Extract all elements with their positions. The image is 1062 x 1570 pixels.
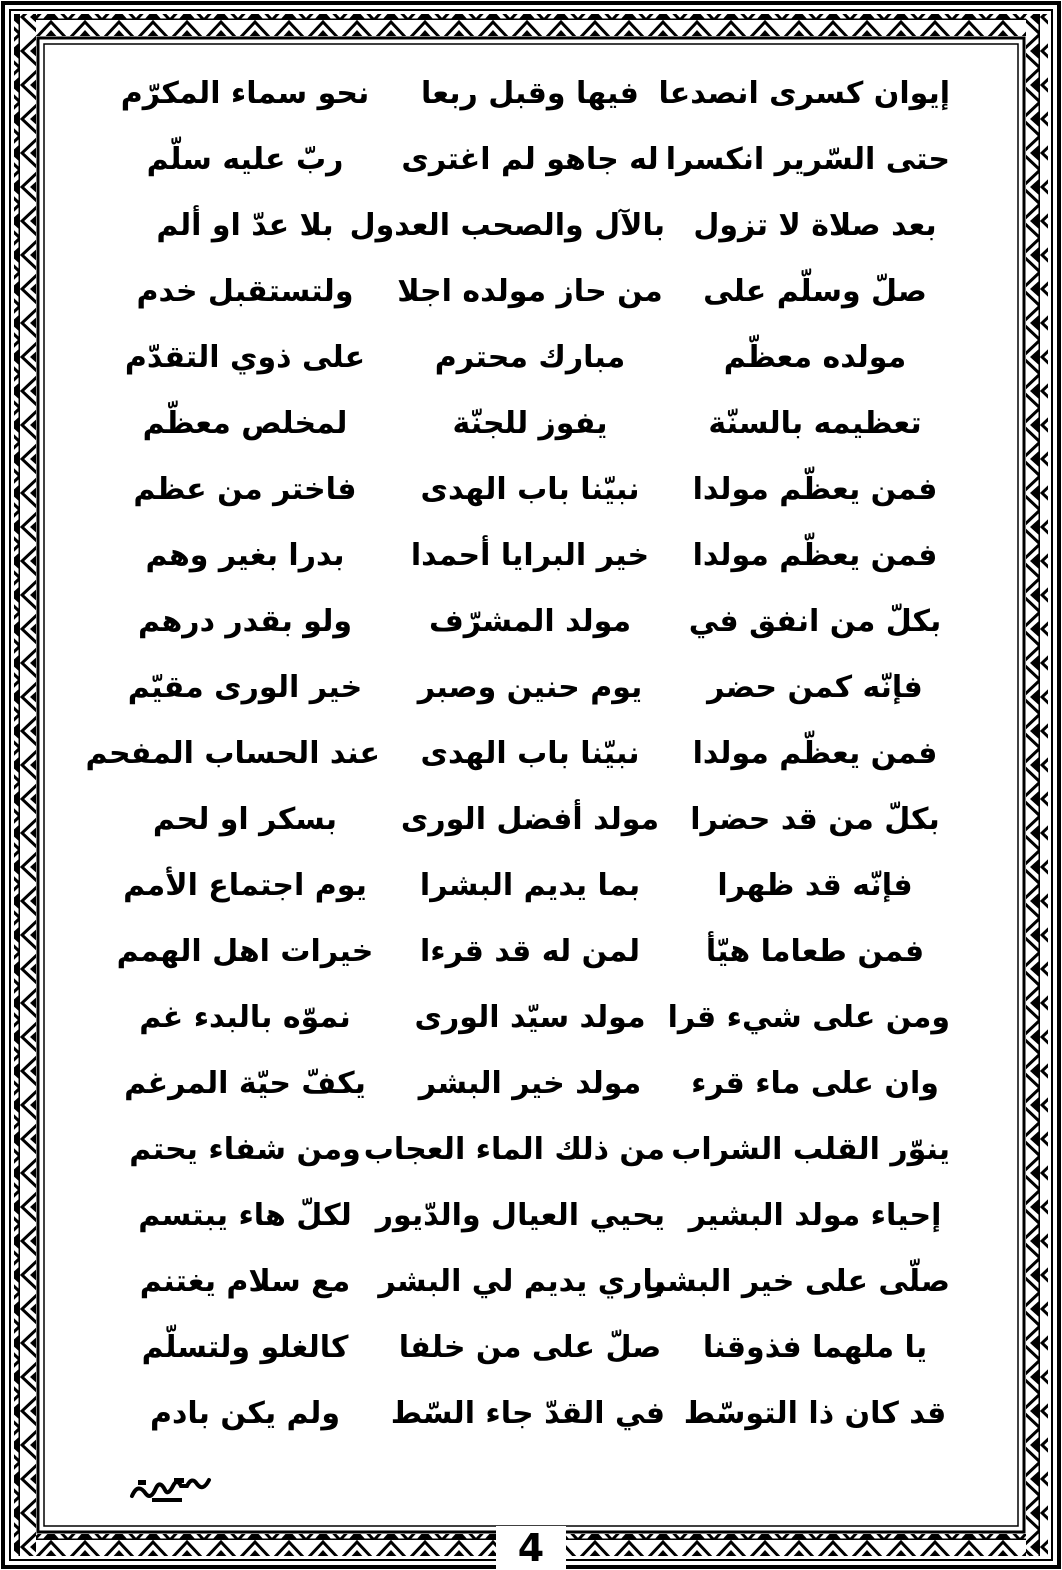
verse-hemistich: من حاز مولده اجلا [397, 274, 663, 309]
verse-line [110, 460, 950, 520]
verse-line [110, 1384, 950, 1444]
verse-hemistich: ومن على شيء قرا [667, 1000, 950, 1035]
verse-line [110, 1054, 950, 1114]
verse-hemistich: بكلّ من قد حضرا [690, 802, 940, 837]
verse-hemistich: ربّ عليه سلّم [146, 142, 344, 177]
verse-line [110, 790, 950, 850]
verse-hemistich: على ذوي التقدّم [124, 340, 366, 375]
verse-hemistich: بكلّ من انفق في [688, 604, 942, 639]
verse-hemistich: فمن يعظّم مولدا [692, 472, 938, 507]
verse-line [110, 394, 950, 454]
verse-line [110, 1120, 950, 1180]
verse-hemistich: باري يديم لي البشر [378, 1264, 665, 1299]
verse-hemistich: له جاهو لم اغترى [401, 142, 659, 177]
verse-hemistich: نبيّنا باب الهدى [420, 472, 640, 507]
verse-hemistich: إيوان كسرى انصدعا [658, 76, 950, 111]
verse-hemistich: تعظيمه بالسنّة [708, 406, 922, 441]
verse-hemistich: مولد سيّد الورى [414, 1000, 646, 1035]
verse-hemistich: مبارك محترم [434, 340, 626, 375]
verse-hemistich: بسكر او لحم [152, 802, 338, 837]
verse-hemistich: مولد أفضل الورى [400, 802, 660, 837]
verse-hemistich: يفوز للجنّة [452, 406, 608, 441]
poem-body [85, 64, 950, 1454]
verse-hemistich: فمن يعظّم مولدا [692, 736, 938, 771]
verse-hemistich: في القدّ جاء السّط [390, 1396, 665, 1431]
verse-hemistich: صلّى على خير البشر [648, 1264, 950, 1299]
verse-hemistich: مولد المشرّف [428, 604, 632, 639]
verse-hemistich: مولد خير البشر [418, 1066, 642, 1101]
verse-hemistich: لكلّ هاء يبتسم [138, 1198, 352, 1233]
signature-icon [128, 1474, 218, 1504]
verse-hemistich: يكفّ حيّة المرغم [124, 1066, 366, 1101]
verse-line [110, 526, 950, 586]
verse-line [110, 856, 950, 916]
verse-hemistich: يوم اجتماع الأمم [123, 868, 367, 903]
verse-hemistich: بالآل والصحب العدول [349, 208, 665, 243]
verse-hemistich: خيرات اهل الهمم [116, 934, 374, 969]
verse-hemistich: كالغلو ولتسلّم [141, 1330, 349, 1365]
verse-hemistich: فمن يعظّم مولدا [692, 538, 938, 573]
page-number: 4 [496, 1526, 566, 1570]
verse-hemistich: ومن شفاء يحتم [129, 1132, 361, 1167]
verse-hemistich: حتى السّرير انكسرا [665, 142, 950, 177]
verse-line [110, 130, 950, 190]
verse-hemistich: نموّه بالبدء غم [139, 1000, 351, 1035]
verse-hemistich: صلّ وسلّم على [703, 274, 927, 309]
verse-hemistich: فإنّه كمن حضر [707, 670, 923, 705]
verse-hemistich: إحياء مولد البشير [688, 1198, 942, 1233]
verse-line [110, 988, 950, 1048]
verse-hemistich: فيها وقبل ربعا [421, 76, 639, 111]
verse-line [110, 328, 950, 388]
verse-hemistich: فإنّه قد ظهرا [717, 868, 913, 903]
verse-line [110, 1186, 950, 1246]
verse-hemistich: يا ملهما فذوقنا [702, 1330, 928, 1365]
verse-hemistich: ينوّر القلب الشراب [671, 1132, 950, 1167]
verse-hemistich: يوم حنين وصبر [417, 670, 643, 705]
verse-hemistich: نبيّنا باب الهدى [420, 736, 640, 771]
verse-line [110, 592, 950, 652]
verse-hemistich: عند الحساب المفحم [85, 736, 380, 771]
verse-hemistich: نحو سماء المكرّم [120, 76, 370, 111]
verse-hemistich: فمن طعاما هيّأ [705, 934, 925, 969]
verse-hemistich: بعد صلاة لا تزول [693, 208, 937, 243]
verse-line [110, 64, 950, 124]
verse-line [110, 196, 950, 256]
verse-hemistich: وان على ماء قرء [691, 1066, 939, 1101]
verse-hemistich: بلا عدّ او ألم [156, 208, 334, 243]
verse-line [110, 262, 950, 322]
verse-hemistich: بما يديم البشرا [419, 868, 641, 903]
verse-line [110, 1252, 950, 1312]
verse-line [110, 1318, 950, 1378]
verse-hemistich: من ذلك الماء العجاب [363, 1132, 665, 1167]
verse-line [110, 658, 950, 718]
verse-hemistich: مع سلام يغتنم [139, 1264, 351, 1299]
verse-hemistich: ولو بقدر درهم [137, 604, 353, 639]
verse-hemistich: فاختر من عظم [133, 472, 357, 507]
verse-hemistich: لمخلص معظّم [142, 406, 348, 441]
verse-hemistich: ولم يكن بادم [150, 1396, 340, 1431]
verse-line [85, 724, 950, 784]
verse-hemistich: مولده معظّم [723, 340, 907, 375]
verse-hemistich: ولتستقبل خدم [136, 274, 354, 309]
verse-hemistich: يحيي العيال والدّيور [375, 1198, 665, 1233]
verse-hemistich: لمن له قد قرءا [419, 934, 641, 969]
verse-line [110, 922, 950, 982]
verse-hemistich: قد كان ذا التوسّط [683, 1396, 947, 1431]
verse-hemistich: خير البرايا أحمدا [410, 538, 650, 573]
verse-hemistich: بدرا بغير وهم [145, 538, 345, 573]
verse-hemistich: صلّ على من خلفا [398, 1330, 662, 1365]
verse-hemistich: خير الورى مقيّم [127, 670, 363, 705]
